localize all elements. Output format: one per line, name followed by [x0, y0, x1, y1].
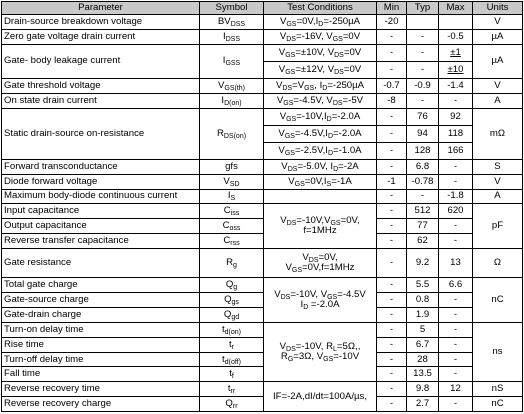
typ-cell: -: [407, 61, 439, 78]
parameter-cell: Reverse recovery charge: [2, 397, 200, 412]
symbol-cell: [200, 189, 264, 204]
symbol-main: Q: [224, 294, 232, 306]
table-row: [2, 382, 523, 397]
max-cell: -: [439, 293, 473, 308]
min-cell: -: [377, 322, 407, 337]
condition-line: $V_{GS}=\pm 12V$, $V_{DS}=0V$: [278, 63, 362, 76]
symbol-main: Q: [225, 398, 233, 410]
symbol-cell: [200, 234, 264, 249]
typ-cell: 5.5: [407, 278, 439, 293]
symbol-cell: [200, 382, 264, 397]
parameter-cell: Output capacitance: [2, 219, 200, 234]
min-cell: -: [377, 367, 407, 382]
parameter-cell: Reverse transfer capacitance: [2, 234, 200, 249]
max-cell: -: [439, 219, 473, 234]
header-min: Min: [377, 2, 407, 15]
test-conditions-cell: [264, 142, 377, 159]
condition-line: $V_{DS}=-10V,V_{GS}=0V$,: [280, 215, 360, 228]
max-cell: ±1: [439, 44, 473, 61]
max-cell: -: [439, 367, 473, 382]
symbol-main: gfs: [225, 160, 238, 172]
min-cell: -: [377, 397, 407, 412]
max-cell: 166: [439, 142, 473, 159]
min-cell: -: [377, 382, 407, 397]
units-cell: mΩ: [473, 108, 523, 159]
symbol-main: BV: [217, 15, 231, 27]
table-row: [2, 44, 523, 61]
table-row: [2, 248, 523, 278]
parameter-cell: Gate- body leakage current: [2, 44, 200, 78]
typ-cell: 6.7: [407, 337, 439, 352]
symbol-subscript: f: [231, 373, 234, 381]
symbol-cell: [200, 352, 264, 367]
test-conditions-cell: [264, 189, 377, 204]
symbol-main: t: [229, 368, 232, 380]
symbol-subscript: d(off): [224, 358, 241, 366]
parameter-cell: Zero gate voltage drain current: [2, 29, 200, 44]
symbol-main: V: [217, 79, 225, 91]
condition-line: $V_{GS}=-2.5V,I_D=-1.0A$: [278, 144, 362, 157]
condition-line: $V_{GS}=0V,I_S=-1A$: [288, 175, 352, 188]
max-cell: -: [439, 397, 473, 412]
condition-line: $V_{DS}=-10V$, $R_L=5\Omega$,,: [279, 341, 361, 354]
symbol-cell: [200, 15, 264, 30]
table-row: [2, 189, 523, 204]
symbol-subscript: rss: [230, 239, 240, 247]
parameter-cell: Drain-source breakdown voltage: [2, 15, 200, 30]
symbol-main: R: [216, 127, 224, 139]
symbol-subscript: iss: [230, 210, 240, 218]
header-typ: Typ: [407, 2, 439, 15]
max-cell: -0.5: [439, 29, 473, 44]
symbol-subscript: oss: [229, 225, 241, 233]
test-conditions-cell: [264, 382, 377, 412]
condition-line: $V_{GS}=0V,f=1MHz$: [285, 262, 355, 275]
max-cell: -: [439, 337, 473, 352]
table-row: [2, 367, 523, 382]
symbol-main: I: [222, 55, 226, 67]
condition-line: $V_{GS}=\pm 10V$, $V_{DS}=0V$: [278, 46, 362, 59]
symbol-main: t: [221, 323, 225, 335]
table-row: [2, 278, 523, 293]
min-cell: -: [377, 219, 407, 234]
typ-cell: 5: [407, 322, 439, 337]
condition-line: $V_{GS}=-4.5V,I_D=-2.0A$: [278, 127, 362, 140]
units-cell: µA: [473, 29, 523, 44]
condition-line: $V_{DS}=V_{GS}$, $I_D=-250\mu A$: [275, 79, 365, 92]
table-row: [2, 78, 523, 93]
symbol-subscript: g: [233, 284, 238, 292]
symbol-cell: [200, 248, 264, 278]
min-cell: -: [377, 293, 407, 308]
symbol-cell: [200, 159, 264, 174]
symbol-subscript: GSS: [225, 60, 241, 68]
test-conditions-cell: [264, 159, 377, 174]
header-test-conditions: Test Conditions: [264, 2, 377, 15]
min-cell: -: [377, 108, 407, 125]
min-cell: -: [377, 189, 407, 204]
condition-line: $V_{DS}=0V$,: [302, 252, 338, 265]
symbol-cell: [200, 367, 264, 382]
test-conditions-cell: [264, 61, 377, 78]
units-cell: pF: [473, 204, 523, 248]
max-cell: -: [439, 308, 473, 323]
symbol-cell: [200, 44, 264, 78]
symbol-main: V: [223, 175, 230, 187]
max-cell: -: [439, 322, 473, 337]
symbol-subscript: r: [231, 343, 234, 351]
symbol-subscript: rr: [230, 388, 236, 396]
parameter-cell: Gate-drain charge: [2, 308, 200, 323]
table-row: [2, 93, 523, 108]
max-cell: 12: [439, 382, 473, 397]
symbol-cell: [200, 337, 264, 352]
max-cell: -: [439, 234, 473, 249]
parameter-cell: Forward transconductance: [2, 159, 200, 174]
test-conditions-cell: [264, 322, 377, 381]
max-cell: 6.6: [439, 278, 473, 293]
symbol-cell: [200, 278, 264, 293]
test-conditions-cell: [264, 278, 377, 322]
typ-cell: -: [407, 29, 439, 44]
condition-line: $V_{GS}=0V,I_D=-250\mu A$: [279, 15, 361, 28]
table-row: [2, 15, 523, 30]
typ-cell: 28: [407, 352, 439, 367]
max-cell: 13: [439, 248, 473, 278]
units-cell: nC: [473, 278, 523, 322]
parameter-cell: Gate resistance: [2, 248, 200, 278]
condition-line: $V_{DS}=-5.0V$, $I_D=-2A$: [281, 160, 359, 173]
symbol-main: I: [227, 190, 231, 202]
symbol-subscript: D(on): [224, 99, 242, 107]
symbol-main: C: [222, 220, 230, 232]
table-row: [2, 219, 523, 234]
symbol-cell: [200, 397, 264, 412]
test-conditions-cell: [264, 248, 377, 278]
symbol-cell: [200, 219, 264, 234]
typ-cell: 0.8: [407, 293, 439, 308]
typ-cell: [407, 15, 439, 30]
table-row: [2, 29, 523, 44]
table-row: [2, 204, 523, 219]
parameter-cell: Rise time: [2, 337, 200, 352]
condition-line: f=1MHz: [303, 225, 337, 237]
min-cell: -: [377, 125, 407, 142]
table-row: [2, 174, 523, 189]
header-symbol: Symbol: [200, 2, 264, 15]
min-cell: -: [377, 248, 407, 278]
units-cell: µA: [473, 44, 523, 78]
condition-line: $I_D =-2.0A$: [300, 299, 340, 312]
table-row: [2, 159, 523, 174]
parameter-cell: On state drain current: [2, 93, 200, 108]
condition-line: $V_{DS}=-16V$, $V_{GS}=0V$: [279, 30, 361, 43]
parameter-cell: Fall time: [2, 367, 200, 382]
symbol-cell: [200, 78, 264, 93]
test-conditions-cell: [264, 174, 377, 189]
symbol-subscript: DSS: [230, 20, 246, 28]
symbol-subscript: g: [233, 262, 237, 270]
symbol-subscript: rr: [232, 403, 238, 411]
parameter-cell: Gate-source charge: [2, 293, 200, 308]
symbol-subscript: SD: [229, 180, 240, 188]
parameter-cell: Maximum body-diode continuous current: [2, 189, 200, 204]
condition-line: IF=-2A,dI/dt=100A/µs,: [272, 390, 368, 402]
table-row: [2, 308, 523, 323]
header-row: [2, 2, 523, 15]
units-cell: V: [473, 174, 523, 189]
symbol-main: t: [227, 383, 231, 395]
test-conditions-cell: [264, 125, 377, 142]
max-cell: [439, 15, 473, 30]
typ-cell: 62: [407, 234, 439, 249]
table-row: [2, 293, 523, 308]
min-cell: -: [377, 278, 407, 293]
symbol-cell: [200, 308, 264, 323]
symbol-subscript: d(on): [224, 328, 241, 336]
parameter-cell: Turn-off delay time: [2, 352, 200, 367]
max-cell: -1.8: [439, 189, 473, 204]
table-body: [2, 15, 523, 412]
typ-cell: -: [407, 93, 439, 108]
symbol-main: C: [223, 234, 231, 246]
table-row: [2, 397, 523, 412]
units-cell: Ω: [473, 248, 523, 278]
test-conditions-cell: [264, 15, 377, 30]
min-cell: -0.7: [377, 78, 407, 93]
min-cell: -: [377, 204, 407, 219]
symbol-main: Q: [225, 279, 234, 291]
max-cell: 620: [439, 204, 473, 219]
table-row: [2, 108, 523, 125]
max-cell: -: [439, 159, 473, 174]
symbol-cell: [200, 293, 264, 308]
symbol-cell: [200, 29, 264, 44]
symbol-cell: [200, 204, 264, 219]
min-cell: -: [377, 234, 407, 249]
min-cell: -: [377, 159, 407, 174]
typ-cell: 77: [407, 219, 439, 234]
condition-line: $V_{GS}=-4.5V$, $V_{DS}=-5V$: [276, 94, 364, 107]
test-conditions-cell: [264, 44, 377, 61]
typ-cell: 94: [407, 125, 439, 142]
test-conditions-cell: [264, 204, 377, 248]
typ-cell: 9.2: [407, 248, 439, 278]
typ-cell: 512: [407, 204, 439, 219]
parameter-cell: Reverse recovery time: [2, 382, 200, 397]
max-cell: -1.4: [439, 78, 473, 93]
max-cell: 118: [439, 125, 473, 142]
typ-cell: 2.7: [407, 397, 439, 412]
parameter-cell: Input capacitance: [2, 204, 200, 219]
table-row: [2, 337, 523, 352]
test-conditions-cell: [264, 93, 377, 108]
typ-cell: -: [407, 189, 439, 204]
typ-cell: -0.78: [407, 174, 439, 189]
min-cell: -: [377, 337, 407, 352]
symbol-subscript: S: [230, 195, 236, 203]
units-cell: A: [473, 93, 523, 108]
symbol-subscript: gd: [231, 314, 240, 322]
parameter-cell: Diode forward voltage: [2, 174, 200, 189]
symbol-main: R: [226, 257, 234, 269]
electrical-characteristics-table: [1, 1, 523, 412]
symbol-main: t: [222, 353, 225, 365]
min-cell: -: [377, 44, 407, 61]
max-cell: -: [439, 352, 473, 367]
symbol-subscript: DSS: [225, 35, 241, 43]
min-cell: -: [377, 352, 407, 367]
max-cell: ±10: [439, 61, 473, 78]
max-cell: -: [439, 93, 473, 108]
symbol-subscript: GS(th): [224, 84, 246, 92]
condition-line: $V_{GS}=-10V,I_D=-2.0A$: [279, 110, 361, 123]
header-max: Max: [439, 2, 473, 15]
test-conditions-cell: [264, 29, 377, 44]
symbol-main: t: [228, 338, 232, 350]
min-cell: -: [377, 142, 407, 159]
parameter-cell: Static drain-source on-resistance: [2, 108, 200, 159]
units-cell: V: [473, 78, 523, 93]
header-units: Units: [473, 2, 523, 15]
parameter-cell: Total gate charge: [2, 278, 200, 293]
units-cell: nS: [473, 382, 523, 397]
typ-cell: 1.9: [407, 308, 439, 323]
units-cell: ns: [473, 322, 523, 381]
symbol-main: I: [222, 30, 226, 42]
symbol-main: C: [223, 205, 231, 217]
min-cell: -: [377, 61, 407, 78]
symbol-subscript: DS(on): [223, 132, 247, 140]
parameter-cell: Turn-on delay time: [2, 322, 200, 337]
symbol-cell: [200, 174, 264, 189]
typ-cell: 6.8: [407, 159, 439, 174]
condition-line: $R_G=3\Omega$, $V_{GS}=-10V$: [280, 351, 360, 364]
min-cell: -1: [377, 174, 407, 189]
units-cell: A: [473, 189, 523, 204]
units-cell: V: [473, 15, 523, 30]
symbol-subscript: gs: [231, 299, 239, 307]
units-cell: nC: [473, 397, 523, 412]
min-cell: -: [377, 308, 407, 323]
min-cell: -: [377, 29, 407, 44]
typ-cell: 128: [407, 142, 439, 159]
test-conditions-cell: [264, 108, 377, 125]
symbol-cell: [200, 108, 264, 159]
parameter-cell: Gate threshold voltage: [2, 78, 200, 93]
typ-cell: 9.8: [407, 382, 439, 397]
table-row: [2, 352, 523, 367]
table-row: [2, 322, 523, 337]
units-cell: S: [473, 159, 523, 174]
typ-cell: -0.9: [407, 78, 439, 93]
typ-cell: -: [407, 44, 439, 61]
symbol-cell: [200, 93, 264, 108]
symbol-main: I: [221, 94, 225, 106]
header-parameter: Parameter: [2, 2, 200, 15]
min-cell: -8: [377, 93, 407, 108]
table-row: [2, 234, 523, 249]
typ-cell: 76: [407, 108, 439, 125]
min-cell: -20: [377, 15, 407, 30]
symbol-main: Q: [223, 309, 232, 321]
typ-cell: 13.5: [407, 367, 439, 382]
test-conditions-cell: [264, 78, 377, 93]
max-cell: 92: [439, 108, 473, 125]
condition-line: $V_{DS}=-10V$, $V_{GS}=-4.5V$: [274, 289, 366, 302]
symbol-cell: [200, 322, 264, 337]
max-cell: -: [439, 174, 473, 189]
